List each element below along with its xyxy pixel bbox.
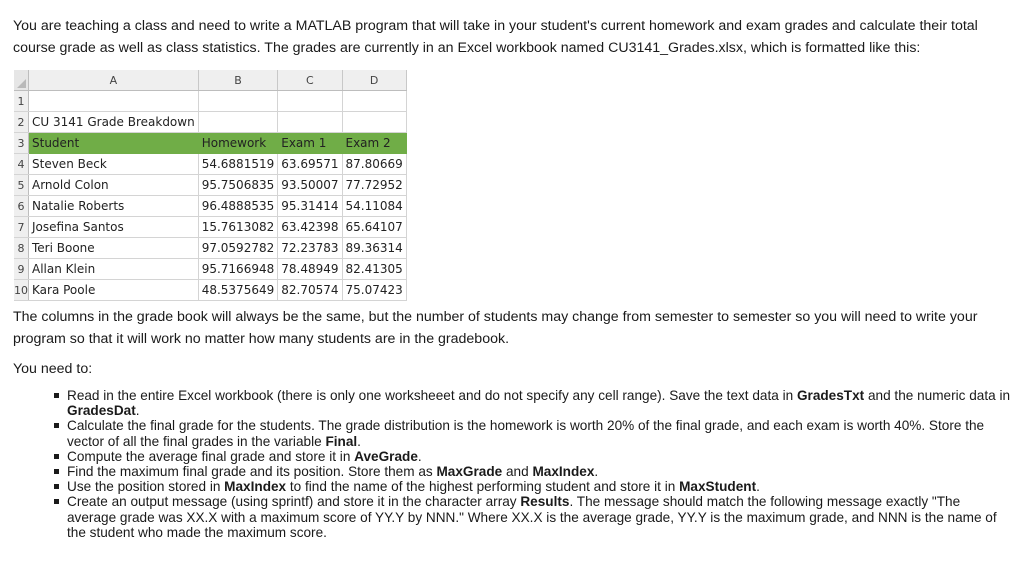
exam2-cell: 65.64107 (342, 217, 406, 238)
row-number: 9 (14, 259, 29, 280)
exam1-cell: 72.23783 (278, 238, 342, 259)
list-item: Calculate the final grade for the students. The grade distribution is the homework is worth 20% of the final grade, and each exam is worth 40%. Store the vector of all the final grades in the variable Final. (52, 418, 1012, 448)
table-row (14, 154, 406, 175)
column-header-d: D (342, 70, 406, 91)
list-item: Find the maximum final grade and its position. Store them as MaxGrade and MaxIndex. (52, 464, 1012, 479)
student-name-cell: Kara Poole (29, 280, 199, 301)
intro-paragraph: You are teaching a class and need to write a MATLAB program that will take in your student's current homework and exam grades and calculate their total course grade as well as class statistics. The grades are currently in an Excel workbook named CU3141_Grades.xlsx, which is formatted like this: (13, 18, 978, 56)
row-number: 2 (14, 112, 29, 133)
header-cell-exam2: Exam 2 (342, 133, 406, 154)
row-number: 5 (14, 175, 29, 196)
excel-spreadsheet-image (14, 70, 403, 297)
exam2-cell: 89.36314 (342, 238, 406, 259)
bullet-icon (54, 469, 59, 474)
exam1-cell: 63.69571 (278, 154, 342, 175)
header-cell-student: Student (29, 133, 199, 154)
homework-cell: 15.7613082 (198, 217, 278, 238)
bullet-icon (54, 423, 59, 428)
sheet-title-cell: CU 3141 Grade Breakdown (29, 112, 199, 133)
homework-cell: 96.4888535 (198, 196, 278, 217)
table-row (14, 217, 406, 238)
bullet-icon (54, 393, 59, 398)
exam1-cell: 78.48949 (278, 259, 342, 280)
homework-cell: 95.7166948 (198, 259, 278, 280)
student-name-cell: Teri Boone (29, 238, 199, 259)
row-number: 7 (14, 217, 29, 238)
bullet-icon (54, 484, 59, 489)
row-number: 10 (14, 280, 29, 301)
homework-cell: 48.5375649 (198, 280, 278, 301)
student-name-cell: Steven Beck (29, 154, 199, 175)
list-item: Read in the entire Excel workbook (there is only one worksheeet and do not specify any cell range). Save the text data in GradesTxt and the numeric data in GradesDat. (52, 388, 1012, 418)
row-number: 6 (14, 196, 29, 217)
exam2-cell: 87.80669 (342, 154, 406, 175)
table-row (14, 280, 406, 301)
exam2-cell: 82.41305 (342, 259, 406, 280)
exam1-cell: 63.42398 (278, 217, 342, 238)
student-name-cell: Arnold Colon (29, 175, 199, 196)
header-cell-homework: Homework (198, 133, 278, 154)
student-name-cell: Natalie Roberts (29, 196, 199, 217)
row-number: 8 (14, 238, 29, 259)
row-number: 3 (14, 133, 29, 154)
student-name-cell: Josefina Santos (29, 217, 199, 238)
list-item: Use the position stored in MaxIndex to find the name of the highest performing student and store it in MaxStudent. (52, 479, 1012, 494)
exam1-cell: 95.31414 (278, 196, 342, 217)
exam1-cell: 93.50007 (278, 175, 342, 196)
table-row (14, 196, 406, 217)
row-number: 1 (14, 91, 29, 112)
table-row (14, 175, 406, 196)
select-all-corner (14, 70, 29, 91)
list-item: Compute the average final grade and store it in AveGrade. (52, 449, 1012, 464)
list-item: Create an output message (using sprintf) and store it in the character array Results. The message should match the following message exactly "The average grade was XX.X with a maximum score of YY.Y by NNN." Where XX.X is the average grade, YY.Y is the maximum grade, and NNN is the name of the student who made the maximum score. (52, 494, 1012, 540)
task-list (52, 388, 1012, 540)
table-row (14, 259, 406, 280)
exam2-cell: 77.72952 (342, 175, 406, 196)
bullet-icon (54, 454, 59, 459)
homework-cell: 95.7506835 (198, 175, 278, 196)
row-number: 4 (14, 154, 29, 175)
student-name-cell: Allan Klein (29, 259, 199, 280)
column-header-c: C (278, 70, 342, 91)
exam1-cell: 82.70574 (278, 280, 342, 301)
column-header-a: A (29, 70, 199, 91)
homework-cell: 54.6881519 (198, 154, 278, 175)
exam2-cell: 54.11084 (342, 196, 406, 217)
homework-cell: 97.0592782 (198, 238, 278, 259)
header-cell-exam1: Exam 1 (278, 133, 342, 154)
need-heading: You need to: (13, 361, 93, 377)
columns-paragraph: The columns in the grade book will always be the same, but the number of students may change from semester to semester so you will need to write your program so that it will work no matter how many students are in the gradebook. (13, 309, 978, 347)
table-row (14, 238, 406, 259)
bullet-icon (54, 499, 59, 504)
column-header-b: B (198, 70, 278, 91)
exam2-cell: 75.07423 (342, 280, 406, 301)
